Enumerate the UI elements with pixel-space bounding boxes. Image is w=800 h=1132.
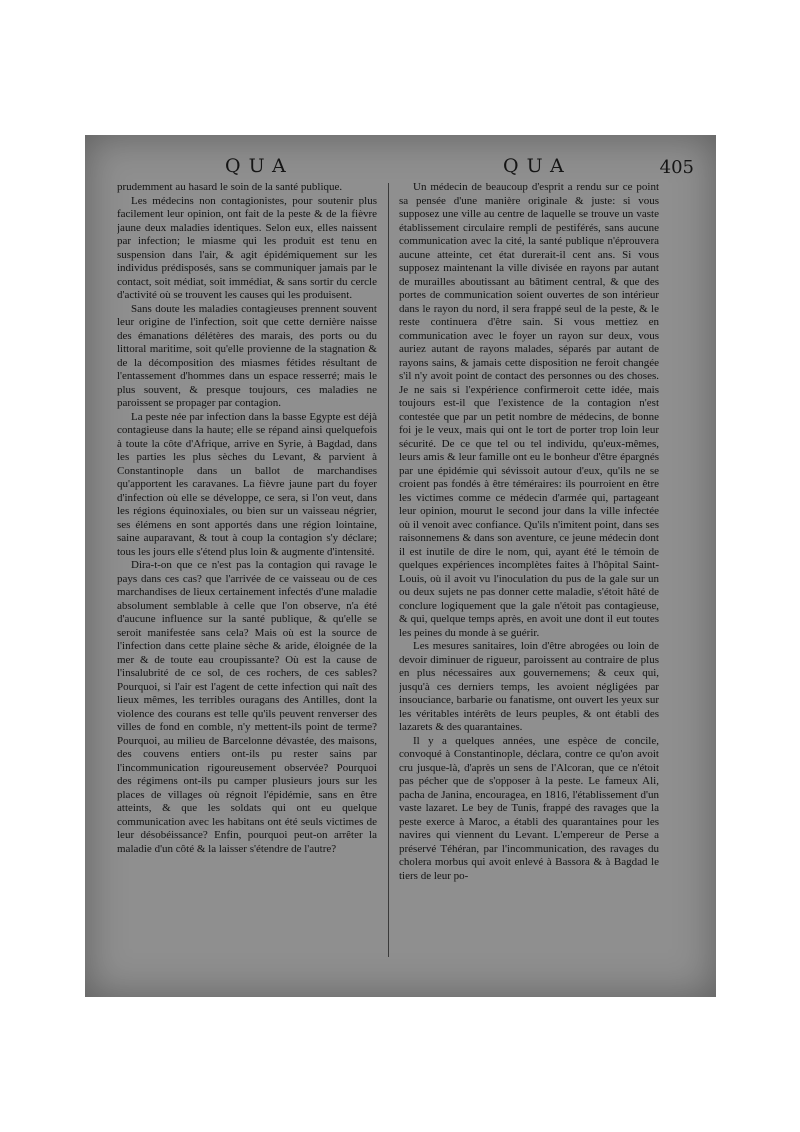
- paragraph: La peste née par infection dans la basse Egypte est déjà contagieuse dans la haute; elle se répand ainsi quelquefois à toute la côte d'Afrique, arrive en Syrie, à Bagdad, dans les parties les plus sèches du Levant, & parvient à Constantinople dans un ballot de marchandises qu'apportent les caravanes. La fièvre jaune part du foyer d'infection où elle se développe, ce sera, si l'on veut, dans les régions équinoxiales, ou bien sur un vaisseau négrier, ses élémens en sont apportés dans une région lointaine, saine auparavant, & tout à coup la contagion s'y déclare; tous les jours elle s'étend plus loin & augmente d'intensité.: [117, 410, 377, 558]
- right-column: [399, 181, 659, 961]
- left-column: [117, 181, 377, 961]
- paragraph: Un médecin de beaucoup d'esprit a rendu sur ce point sa pensée d'une manière originale & juste: si vous supposez une ville au centre de laquelle se trouve un vaste établissement circulaire rempli de pestiférés, sans aucune communication avec la cité, la santé publique n'éprouvera aucune atteinte, cet état durerait-il cent ans. Si vous supposez maintenant la ville divisée en rayons par autant de murailles aboutissant au bâtiment central, & que des portes de communication soient ouvertes de son intérieur dans le rayon du nord, il sera frappé seul de la peste, & le reste continuera d'être sain. Si vous mettiez en communication avec le foyer un rayon sur deux, vous auriez autant de rayons malades, séparés par autant de rayons sains, & jamais cette disposition ne feroit changée s'il n'y avoit point de contact des personnes ou des choses. Je ne sais si l'expérience confirmeroit cette idée, mais toujours est-il que l'existence de la contagion n'est contestée que par un petit nombre de médecins, de bonne foi je le veux, mais qui ont le tort de porter trop loin leur sécurité. De ce que tel ou tel individu, qu'eux-mêmes, leurs amis & leur famille ont eu le bonheur d'être épargnés par une épidémie qui sévissoit autour d'eux, qu'ils ne se croient pas fondés à être téméraires: ils pourroient en être les victimes comme ce médecin d'armée qui, partageant leur opinion, mourut le second jour dans la ville infectée où il venoit avec confiance. Qu'ils n'imitent point, dans ses raisonnemens & dans son aventure, ce jeune médecin dont il est inutile de dire le nom, qui, ayant été le témoin de quelques expériences incomplètes faites à l'hôpital Saint-Louis, où il avoit vu l'inoculation du pus de la gale sur un ou deux sujets ne pas donner cette maladie, s'étoit hâté de conclure logiquement que la gale n'étoit pas contagieuse, & qui, quelque temps après, en avoit une dont il eut toutes les peines du monde à se guérir.: [399, 181, 659, 639]
- page-number: 405: [659, 157, 694, 178]
- paragraph: Sans doute les maladies contagieuses prennent souvent leur origine de l'infection, soit que cette dernière naisse des émanations délétères des marais, des ports ou du littoral maritime, soit qu'elle provienne de la stagnation & de la décomposition des miasmes fétides résultant de l'entassement d'hommes dans un espace resserré; mais le plus souvent, & presque toujours, ces maladies ne paroissent se propager par contagion.: [117, 302, 377, 409]
- paragraph: Les mesures sanitaires, loin d'être abrogées ou loin de devoir diminuer de rigueur, paroissent au contraire de plus en plus nécessaires aux gouvernemens; & ceux qui, jusqu'à ces derniers temps, les avoient négligées par insouciance, barbarie ou fanatisme, ont ouvert les yeux sur les véritables intérêts de leurs peuples, & ont établi des lazarets & des quarantaines.: [399, 640, 659, 733]
- running-head-right: QUA: [503, 155, 572, 177]
- paragraph: Les médecins non contagionistes, pour soutenir plus facilement leur opinion, ont fait de la peste & de la fièvre jaune deux maladies identiques. Selon eux, elles naissent par infection; le miasme qui les produit est tenu en suspension dans l'air, & agit épidémiquement sur les individus prédisposés, sans se communiquer jamais par le contact, soit médiat, soit immédiat, & sans sortir du cercle d'activité où se trouvent les causes qui les produisent.: [117, 194, 377, 301]
- running-head-left: QUA: [225, 155, 294, 177]
- scanned-page: [85, 135, 716, 997]
- paragraph: Il y a quelques années, une espèce de concile, convoqué à Constantinople, déclara, contre ce qu'on avoit cru jusque-là, d'après un sens de l'Alcoran, que ce n'étoit pas pécher que de s'opposer à la peste. Le fameux Ali, pacha de Janina, encouragea, en 1816, l'établissement d'un vaste lazaret. Le bey de Tunis, frappé des ravages que la peste exerce à Maroc, a établi des quarantaines pour les navires qui viennent du Levant. L'empereur de Perse a préservé Téhéran, par l'incommunication, des ravages du cholera morbus qui avoit enlevé à Bassora & à Bagdad le tiers de leur po-: [399, 734, 659, 882]
- paragraph: Dira-t-on que ce n'est pas la contagion qui ravage le pays dans ces cas? que l'arrivée de ce vaisseau ou de ces marchandises de lieux certainement infectés d'une maladie absolument semblable à celle que l'on observe, n'a été d'aucune influence sur la santé publique, & qu'elle se seroit manifestée sans cela? Mais où est la source de l'infection dans cette plaine sèche & aride, éloignée de la mer & de toute eau croupissante? Où est la cause de l'insalubrité de ce sol, de ces rochers, de ces sables? Pourquoi, si l'air est l'agent de cette infection qui naît des lieux mêmes, les terribles ouragans des Antilles, dont la violence des courans est telle qu'ils peuvent renverser des villes de fond en comble, n'y mettent-ils point de terme? Pourquoi, au milieu de Barcelonne dévastée, des maisons, des couvens entiers ont-ils pu rester sains par l'incommunication rigoureusement observée? Pourquoi des régimens ont-ils pu camper plusieurs jours sur les places de villages où régnoit l'épidémie, sans en être atteints, & que les soldats qui ont eu quelque communication avec les habitans ont été seuls victimes de leur désobéissance? Enfin, pourquoi peut-on arrêter la maladie d'un côté & la laisser s'étendre de l'autre?: [117, 559, 377, 855]
- column-divider: [388, 183, 389, 957]
- paragraph: prudemment au hasard le soin de la santé publique.: [117, 181, 343, 193]
